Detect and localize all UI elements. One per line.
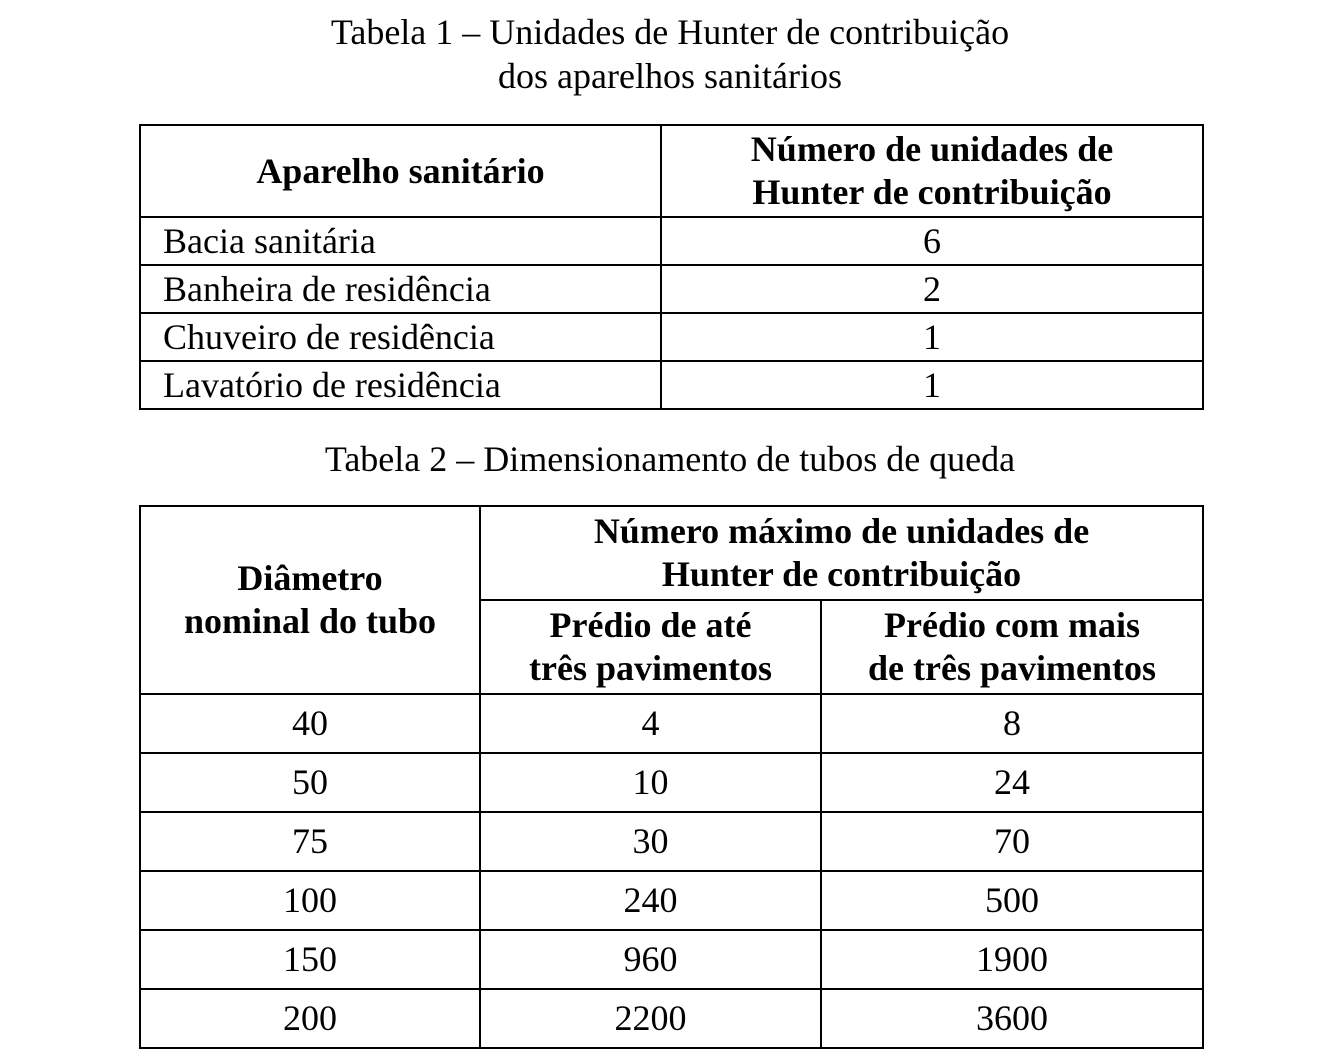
table1-hunter-units [139,124,1204,410]
table-row [140,753,1203,812]
table1-cell-unidades: 6 [661,217,1203,265]
table-row [140,989,1203,1048]
table2-drop-pipe-sizing [139,505,1204,1049]
table2-header-mais-tres-line2: de três pavimentos [868,648,1156,688]
table1-header-aparelho: Aparelho sanitário [140,125,661,217]
table2-header-mais-tres [821,600,1203,694]
table2-header-group-line1: Número máximo de unidades de [593,511,1090,551]
table1-cell-aparelho: Bacia sanitária [140,217,661,265]
table2-cell-diametro: 200 [140,989,480,1048]
table2-cell-ate-tres: 240 [480,871,821,930]
table-row [140,265,1203,313]
table2-header-group-line2: Hunter de contribuição [661,554,1022,594]
table1-caption [0,10,1340,98]
table2-header-row-1 [140,506,1203,600]
table2-cell-mais-tres: 24 [821,753,1203,812]
table1-caption-line1: Tabela 1 – Unidades de Hunter de contribuição [330,12,1010,52]
table2-cell-mais-tres: 3600 [821,989,1203,1048]
table2-caption: Tabela 2 – Dimensionamento de tubos de queda [324,439,1016,479]
table1-header-unidades [661,125,1203,217]
table-row [140,694,1203,753]
table1-header-unidades-line1: Número de unidades de [750,129,1114,169]
table-row [140,812,1203,871]
table-row [140,871,1203,930]
table-row [140,313,1203,361]
table2-header-diametro-line2: nominal do tubo [183,601,437,641]
table2-cell-diametro: 75 [140,812,480,871]
table1-cell-unidades: 1 [661,313,1203,361]
table2-cell-ate-tres: 2200 [480,989,821,1048]
table2-header-ate-tres-line2: três pavimentos [529,648,772,688]
table2-cell-ate-tres: 4 [480,694,821,753]
table2-cell-diametro: 150 [140,930,480,989]
table2-header-ate-tres-line1: Prédio de até [549,605,752,645]
table1-cell-aparelho: Lavatório de residência [140,361,661,409]
table2-cell-mais-tres: 1900 [821,930,1203,989]
table1-caption-line2: dos aparelhos sanitários [498,56,842,96]
table2-cell-ate-tres: 960 [480,930,821,989]
table1-cell-unidades: 2 [661,265,1203,313]
table-row [140,930,1203,989]
table2-header-ate-tres [480,600,821,694]
table1-header-row [140,125,1203,217]
table2-cell-mais-tres: 70 [821,812,1203,871]
table2-cell-ate-tres: 30 [480,812,821,871]
table2-cell-ate-tres: 10 [480,753,821,812]
table1-cell-aparelho: Banheira de residência [140,265,661,313]
table2-cell-mais-tres: 8 [821,694,1203,753]
table2-cell-diametro: 100 [140,871,480,930]
table2-header-diametro-line1: Diâmetro [237,558,383,598]
table-row [140,217,1203,265]
table2-header-group [480,506,1203,600]
table1-header-unidades-line2: Hunter de contribuição [752,172,1112,212]
table2-cell-mais-tres: 500 [821,871,1203,930]
table2-cell-diametro: 40 [140,694,480,753]
table2-header-diametro [140,506,480,694]
table-row [140,361,1203,409]
table2-header-mais-tres-line1: Prédio com mais [884,605,1140,645]
table1-cell-aparelho: Chuveiro de residência [140,313,661,361]
table1-cell-unidades: 1 [661,361,1203,409]
table2-cell-diametro: 50 [140,753,480,812]
